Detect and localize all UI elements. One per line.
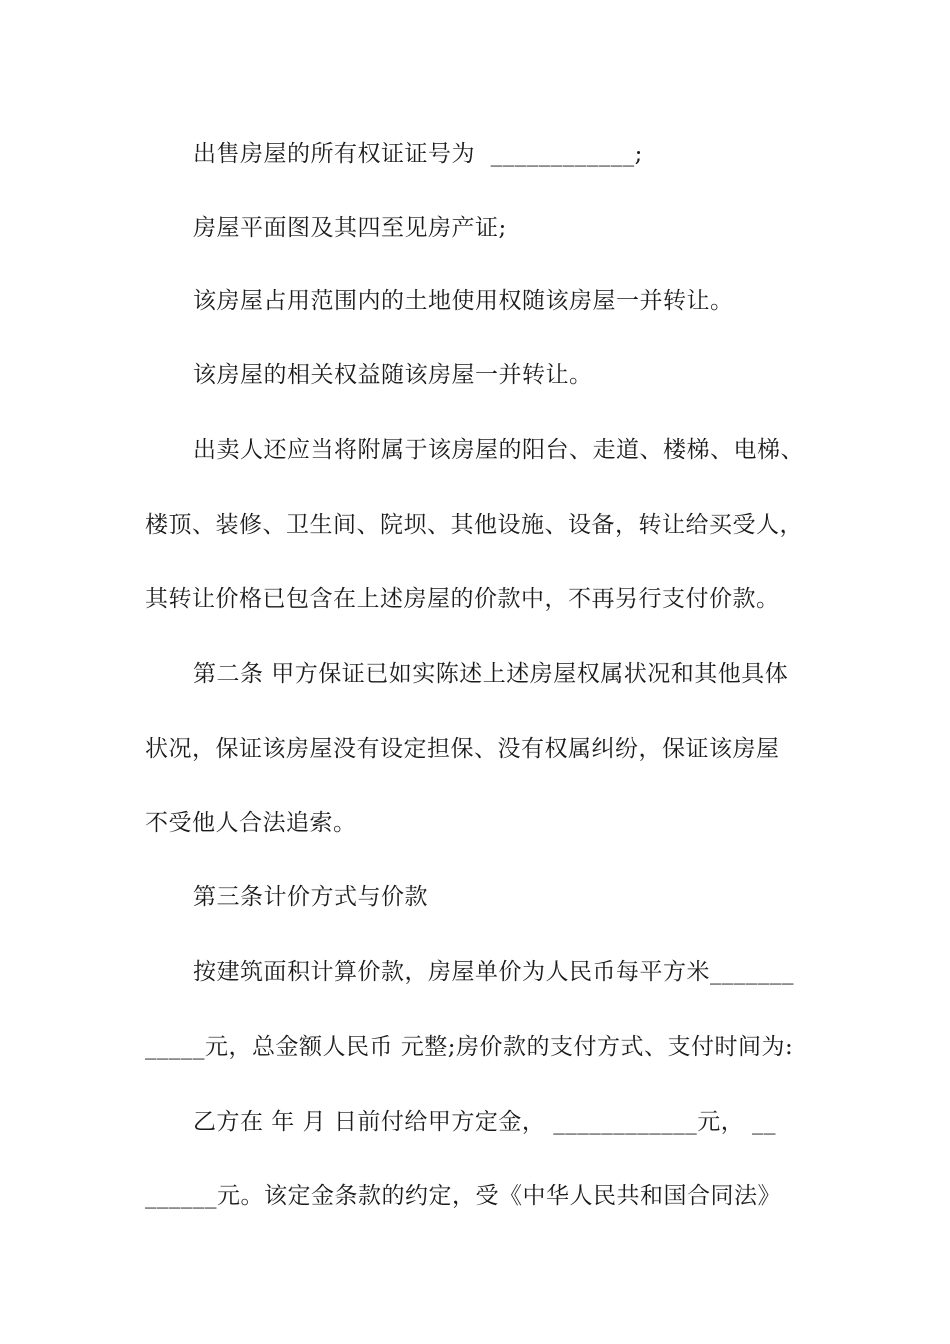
paragraph-line: 该房屋占用范围内的土地使用权随该房屋一并转让。 xyxy=(193,288,734,314)
paragraph-line: 出卖人还应当将附属于该房屋的阳台、走道、楼梯、电梯、 xyxy=(193,437,804,463)
paragraph-line: 楼顶、装修、卫生间、院坝、其他设施、设备，转让给买受人， xyxy=(145,512,803,538)
paragraph-line: 状况，保证该房屋没有设定担保、没有权属纠纷，保证该房屋 xyxy=(145,736,780,762)
paragraph-line: 房屋平面图及其四至见房产证; xyxy=(193,215,507,241)
paragraph-line: ______元。该定金条款的约定，受《中华人民共和国合同法》 xyxy=(145,1183,781,1209)
paragraph-line: 其转让价格已包含在上述房屋的价款中，不再另行支付价款。 xyxy=(145,586,780,612)
paragraph-line: 第二条 甲方保证已如实陈述上述房屋权属状况和其他具体 xyxy=(193,661,789,687)
paragraph-line: 不受他人合法追索。 xyxy=(145,810,357,836)
paragraph-line: 乙方在 年 月 日前付给甲方定金， ____________元， __ xyxy=(193,1109,777,1135)
paragraph-line: 出售房屋的所有权证证号为 ____________; xyxy=(193,141,643,167)
paragraph-line: 该房屋的相关权益随该房屋一并转让。 xyxy=(193,362,593,388)
paragraph-line: 按建筑面积计算价款，房屋单价为人民币每平方米_______ xyxy=(193,959,794,985)
paragraph-line: _____元，总金额人民币 元整;房价款的支付方式、支付时间为: xyxy=(145,1034,794,1060)
section-heading: 第三条计价方式与价款 xyxy=(193,884,428,910)
